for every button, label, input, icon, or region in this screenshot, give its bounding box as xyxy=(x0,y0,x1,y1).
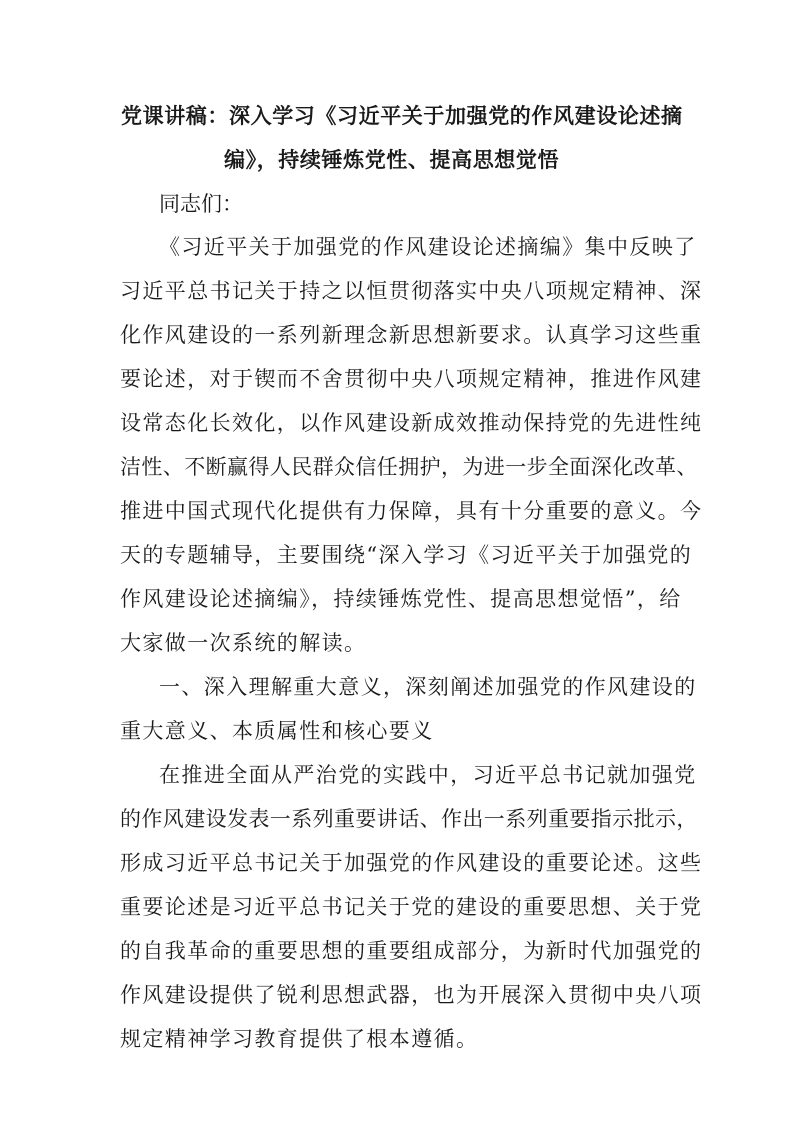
paragraph-line: 重要论述是习近平总书记关于党的建设的重要思想、关于党 xyxy=(120,895,703,919)
paragraph-line: 在推进全面从严治党的实践中，习近平总书记就加强党 xyxy=(159,763,697,787)
paragraph-line: 化作风建设的一系列新理念新思想新要求。认真学习这些重 xyxy=(120,323,703,347)
paragraph-line: 大家做一次系统的解读。 xyxy=(120,631,367,655)
paragraph-line: 推进中国式现代化提供有力保障，具有十分重要的意义。今 xyxy=(120,499,703,523)
paragraph-line: 形成习近平总书记关于加强党的作风建设的重要论述。这些 xyxy=(120,851,703,875)
section-heading-line: 一、深入理解重大意义，深刻阐述加强党的作风建设的 xyxy=(159,675,697,699)
paragraph-line: 天的专题辅导，主要围绕“深入学习《习近平关于加强党的 xyxy=(120,543,693,567)
paragraph-line: 设常态化长效化，以作风建设新成效推动保持党的先进性纯 xyxy=(120,411,703,435)
paragraph-line: 规定精神学习教育提供了根本遵循。 xyxy=(120,1027,479,1051)
paragraph-line: 作风建设提供了锐利思想武器，也为开展深入贯彻中央八项 xyxy=(120,983,703,1007)
salutation: 同志们： xyxy=(159,192,243,216)
document-title-line-2: 编》，持续锤炼党性、提高思想觉悟 xyxy=(224,148,560,172)
section-heading-line: 重大意义、本质属性和核心要义 xyxy=(120,719,434,743)
document-title-line-1: 党课讲稿：深入学习《习近平关于加强党的作风建设论述摘 xyxy=(121,104,683,128)
paragraph-line: 的作风建设发表一系列重要讲话、作出一系列重要指示批示， xyxy=(120,807,698,831)
paragraph-line: 作风建设论述摘编》，持续锤炼党性、提高思想觉悟”，给 xyxy=(120,587,682,611)
paragraph-line: 《习近平关于加强党的作风建设论述摘编》集中反映了 xyxy=(159,235,697,259)
paragraph-line: 洁性、不断赢得人民群众信任拥护，为进一步全面深化改革、 xyxy=(120,455,698,479)
paragraph-line: 习近平总书记关于持之以恒贯彻落实中央八项规定精神、深 xyxy=(120,279,703,303)
paragraph-line: 要论述，对于锲而不舍贯彻中央八项规定精神，推进作风建 xyxy=(120,367,703,391)
paragraph-line: 的自我革命的重要思想的重要组成部分，为新时代加强党的 xyxy=(120,939,703,963)
